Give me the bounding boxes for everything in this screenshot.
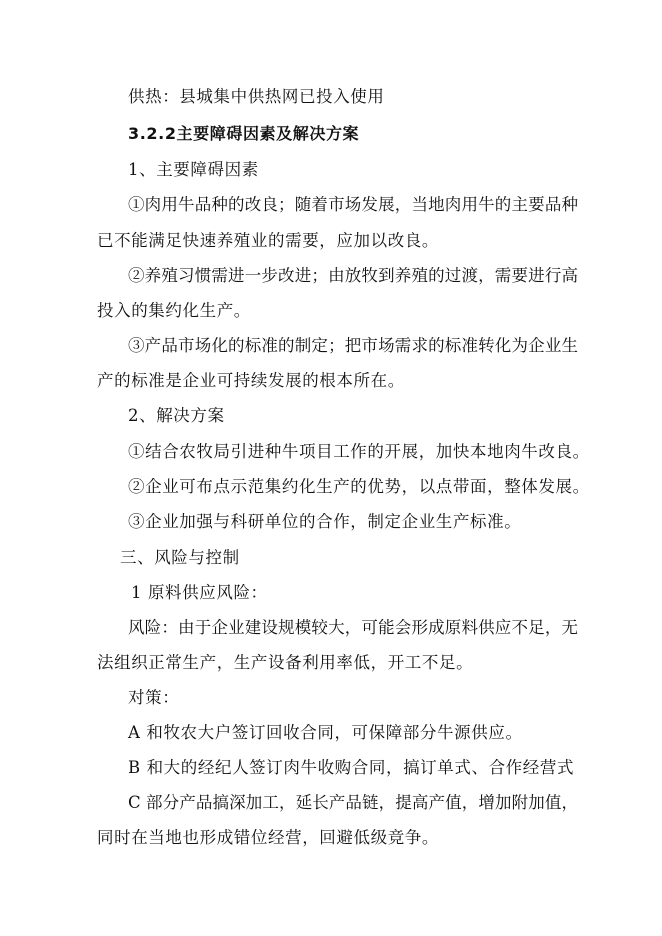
countermeasures-heading: 对策：: [128, 688, 180, 707]
subheading-risk-control: 三、风险与控制: [120, 548, 240, 567]
solution-1: ①结合农牧局引进种牛项目工作的开展，加快本地肉牛改良。: [128, 442, 590, 461]
countermeasure-c-line-2: 同时在当地也形成错位经营，回避低级竞争。: [97, 828, 439, 847]
risk-line-1: 风险：由于企业建设规模较大，可能会形成原料供应不足，无: [128, 618, 578, 637]
section-heading: 3.2.2主要障碍因素及解决方案: [128, 124, 360, 143]
subheading-solutions: 2、解决方案: [128, 406, 225, 425]
subheading-obstacles: 1、主要障碍因素: [128, 160, 259, 179]
obstacle-2-line-2: 投入的集约化生产。: [97, 301, 251, 320]
countermeasure-a: A 和牧农大户签订回收合同，可保障部分牛源供应。: [128, 723, 523, 742]
raw-material-risk-heading: 1 原料供应风险：: [131, 583, 268, 602]
solution-2: ②企业可布点示范集约化生产的优势，以点带面，整体发展。: [128, 477, 590, 496]
solution-3: ③企业加强与科研单位的合作，制定企业生产标准。: [128, 512, 522, 531]
obstacle-1-line-1: ①肉用牛品种的改良；随着市场发展，当地肉用牛的主要品种: [128, 195, 578, 214]
heating-line: 供热：县城集中供热网已投入使用: [128, 87, 385, 106]
obstacle-2-line-1: ②养殖习惯需进一步改进；由放牧到养殖的过渡，需要进行高: [128, 266, 578, 285]
obstacle-1-line-2: 已不能满足快速养殖业的需要，应加以改良。: [97, 231, 439, 250]
risk-line-2: 法组织正常生产，生产设备利用率低，开工不足。: [97, 653, 474, 672]
obstacle-3-line-2: 产的标准是企业可持续发展的根本所在。: [97, 371, 405, 390]
obstacle-3-line-1: ③产品市场化的标准的制定；把市场需求的标准转化为企业生: [128, 336, 578, 355]
countermeasure-b: B 和大的经纪人签订肉牛收购合同，搞订单式、合作经营式: [128, 758, 575, 777]
countermeasure-c-line-1: C 部分产品搞深加工，延长产品链，提高产值，增加附加值，: [128, 793, 578, 812]
